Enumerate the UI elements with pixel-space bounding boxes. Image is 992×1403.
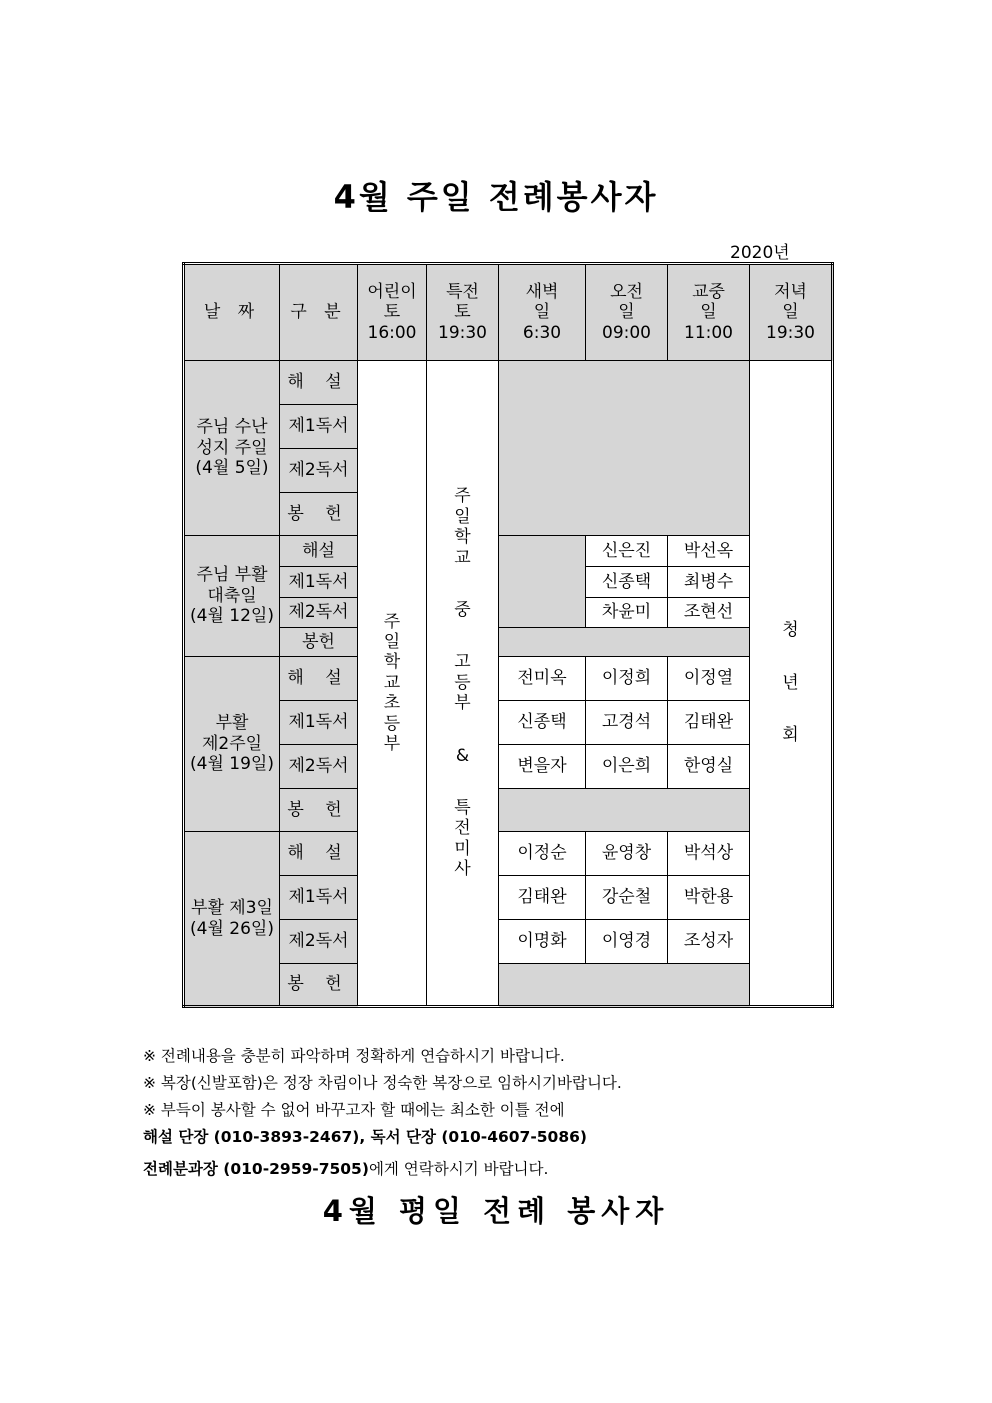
role-reading2: 제2독서: [280, 449, 358, 493]
name-cell: 신은진: [586, 536, 668, 567]
name-cell: 고경석: [586, 701, 668, 745]
name-cell: 이명화: [499, 920, 586, 964]
children-mass-column: 주 일 학 교 초 등 부: [358, 361, 427, 1007]
role-commentary: 해 설: [280, 832, 358, 876]
note-line: ※ 부득이 봉사할 수 없어 바꾸고자 할 때에는 최소한 이틀 전에: [143, 1101, 565, 1119]
week-3-date: 부활 제2주일 (4월 19일): [184, 657, 280, 832]
name-cell: 한영실: [668, 745, 750, 789]
week-3-offering-empty: [499, 789, 750, 832]
name-cell: 조성자: [668, 920, 750, 964]
name-cell: 박선옥: [668, 536, 750, 567]
name-cell: 조현선: [668, 598, 750, 628]
name-cell: 김태완: [668, 701, 750, 745]
header-congregation-mass: 교중 일 11:00: [668, 264, 750, 361]
role-reading1: 제1독서: [280, 567, 358, 598]
role-reading1: 제1독서: [280, 701, 358, 745]
table-row: [184, 832, 833, 876]
contact-line: 해설 단장 (010-3893-2467), 독서 단장 (010-4607-5086): [143, 1128, 587, 1146]
name-cell: 이정순: [499, 832, 586, 876]
name-cell: 전미옥: [499, 657, 586, 701]
table-row: [184, 361, 833, 405]
role-offering: 봉 헌: [280, 964, 358, 1007]
weekday-title: 4월 평일 전례 봉사자: [322, 1194, 670, 1228]
year-label: 2020년: [730, 243, 790, 263]
role-reading1: 제1독서: [280, 876, 358, 920]
role-reading2: 제2독서: [280, 598, 358, 628]
name-cell: 박한용: [668, 876, 750, 920]
header-morning-mass: 오전 일 09:00: [586, 264, 668, 361]
week-1-date: 주님 수난 성지 주일 (4월 5일): [184, 361, 280, 536]
name-cell: 이영경: [586, 920, 668, 964]
name-cell: 강순철: [586, 876, 668, 920]
role-commentary: 해설: [280, 536, 358, 567]
name-cell: 최병수: [668, 567, 750, 598]
table-row: [184, 536, 833, 567]
week-2-dawn-empty: [499, 536, 586, 628]
week-4-date: 부활 제3일 (4월 26일): [184, 832, 280, 1007]
name-cell: 신종택: [586, 567, 668, 598]
name-cell: 윤영창: [586, 832, 668, 876]
name-cell: 김태완: [499, 876, 586, 920]
role-reading1: 제1독서: [280, 405, 358, 449]
name-cell: 박석상: [668, 832, 750, 876]
week-1-empty: [499, 361, 750, 536]
header-dawn-mass: 새벽 일 6:30: [499, 264, 586, 361]
name-cell: 이정희: [586, 657, 668, 701]
name-cell: 신종택: [499, 701, 586, 745]
role-commentary: 해 설: [280, 657, 358, 701]
table-row: [184, 657, 833, 701]
role-reading2: 제2독서: [280, 745, 358, 789]
role-offering: 봉 헌: [280, 493, 358, 536]
notes-section: [143, 1043, 622, 1183]
header-date: 날 짜: [184, 264, 280, 361]
note-line: ※ 전례내용을 충분히 파악하며 정확하게 연습하시기 바랍니다.: [143, 1047, 565, 1065]
name-cell: 이은희: [586, 745, 668, 789]
contact-line-2: 전례분과장 (010-2959-7505)에게 연락하시기 바랍니다.: [143, 1160, 549, 1178]
week-2-date: 주님 부활 대축일 (4월 12일): [184, 536, 280, 657]
name-cell: 이정열: [668, 657, 750, 701]
name-cell: 변을자: [499, 745, 586, 789]
header-evening-mass: 저녁 일 19:30: [750, 264, 833, 361]
name-cell: 차윤미: [586, 598, 668, 628]
header-special-mass: 특전 토 19:30: [427, 264, 499, 361]
special-mass-column: 주 일 학 교 중 고 등 부 & 특 전 미 사: [427, 361, 499, 1007]
note-line: ※ 복장(신발포함)은 정장 차림이나 정숙한 복장으로 임하시기바랍니다.: [143, 1074, 622, 1092]
role-reading2: 제2독서: [280, 920, 358, 964]
header-category: 구 분: [280, 264, 358, 361]
schedule-table: [182, 262, 834, 1008]
header-children-mass: 어린이 토 16:00: [358, 264, 427, 361]
evening-mass-column: 청 년 회: [750, 361, 833, 1007]
page-title: 4월 주일 전례봉사자: [333, 178, 659, 216]
role-offering: 봉 헌: [280, 789, 358, 832]
role-offering: 봉헌: [280, 628, 358, 657]
week-4-offering-empty: [499, 964, 750, 1007]
header-row: [184, 264, 833, 361]
week-2-offering-empty: [499, 628, 750, 657]
role-commentary: 해 설: [280, 361, 358, 405]
